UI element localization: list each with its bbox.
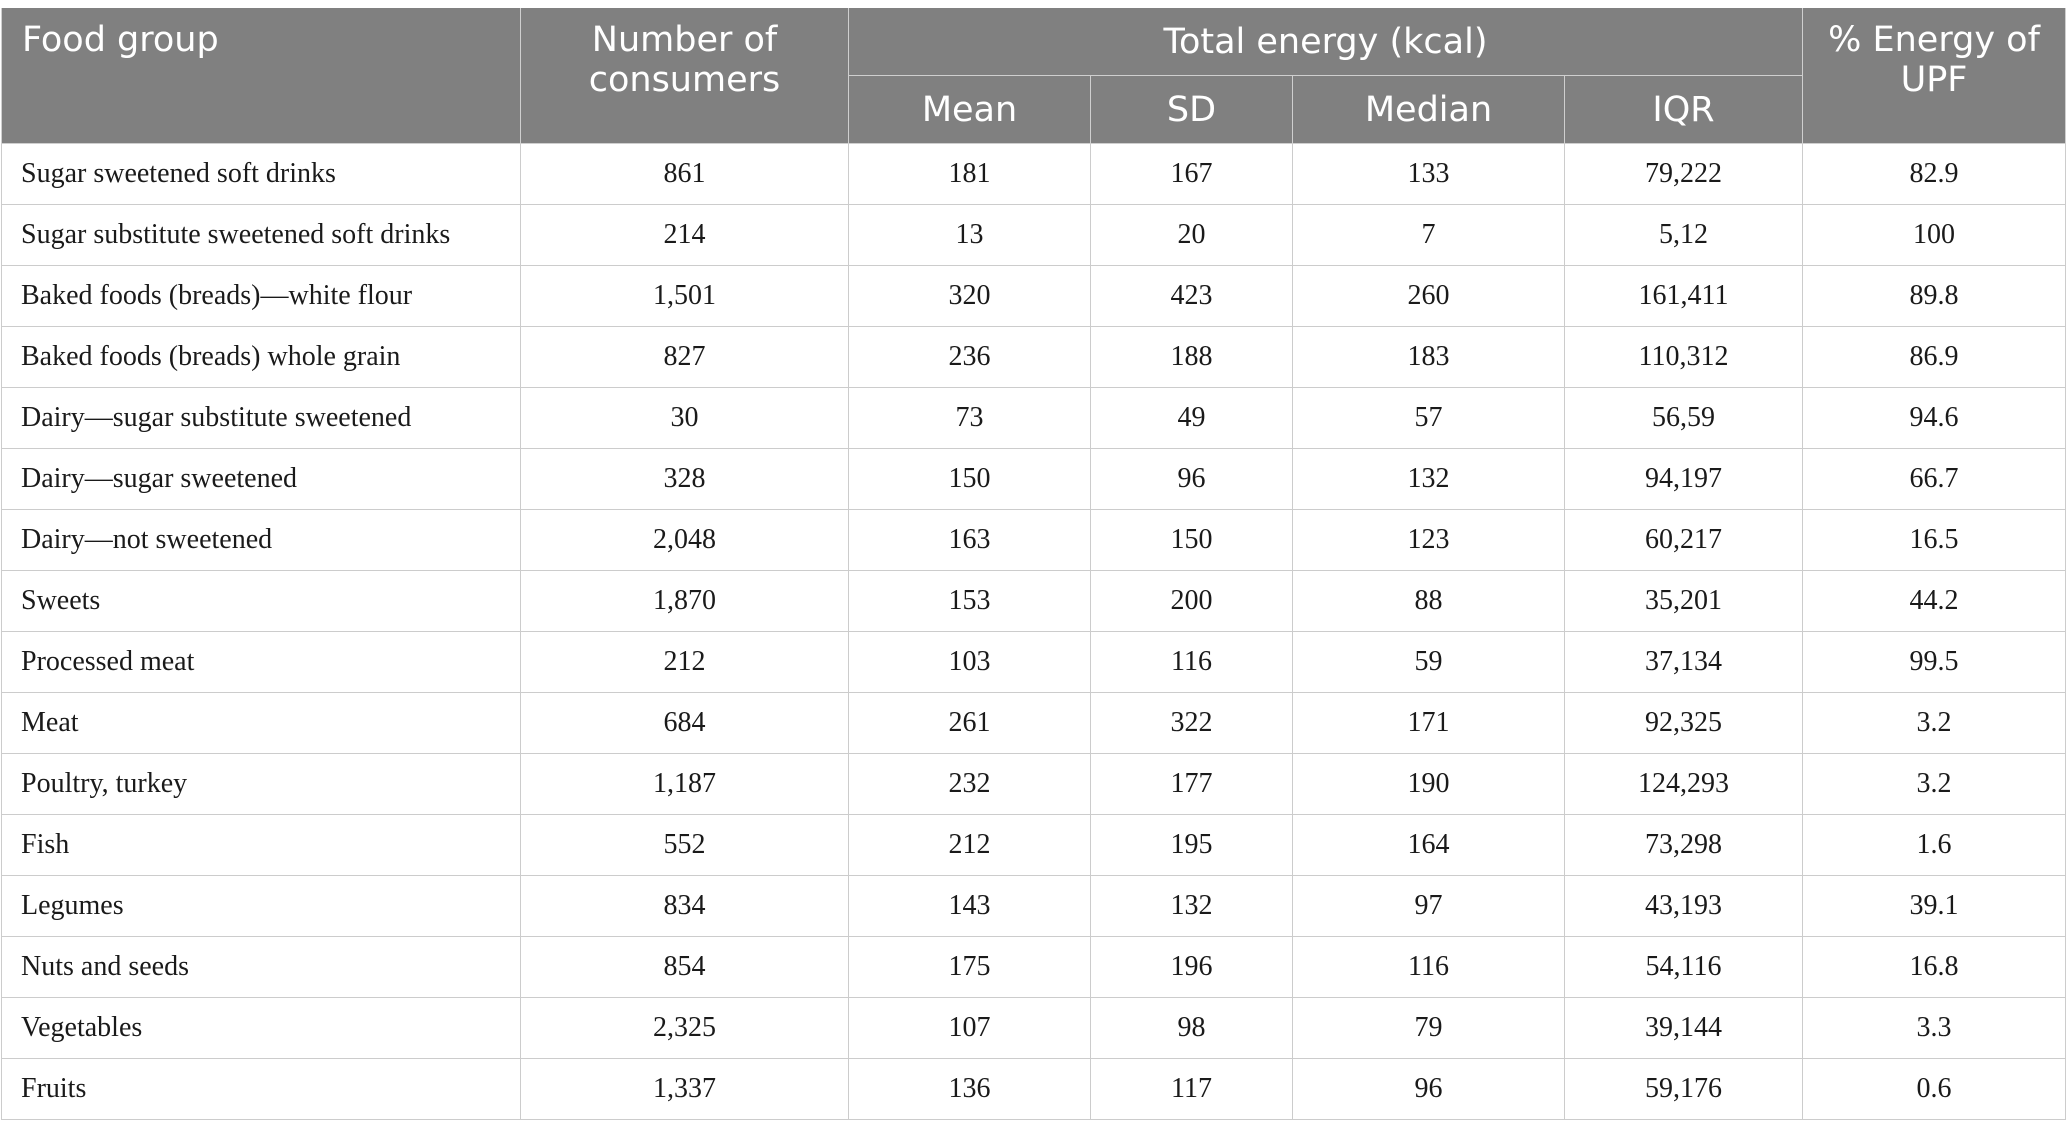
cell-mean: 153 [849, 571, 1091, 632]
header-iqr: IQR [1565, 76, 1803, 144]
cell-mean: 212 [849, 815, 1091, 876]
cell-consumers: 328 [521, 449, 849, 510]
cell-pct-upf: 44.2 [1803, 571, 2066, 632]
cell-mean: 175 [849, 937, 1091, 998]
table-header [2, 8, 2066, 144]
cell-consumers: 2,325 [521, 998, 849, 1059]
cell-sd: 132 [1091, 876, 1293, 937]
table-row [2, 632, 2066, 693]
cell-food-group: Sugar substitute sweetened soft drinks [2, 205, 521, 266]
cell-sd: 96 [1091, 449, 1293, 510]
header-mean: Mean [849, 76, 1091, 144]
cell-food-group: Meat [2, 693, 521, 754]
table-row [2, 510, 2066, 571]
cell-consumers: 684 [521, 693, 849, 754]
cell-iqr: 92,325 [1565, 693, 1803, 754]
cell-mean: 232 [849, 754, 1091, 815]
cell-mean: 143 [849, 876, 1091, 937]
cell-food-group: Sweets [2, 571, 521, 632]
cell-food-group: Sugar sweetened soft drinks [2, 144, 521, 205]
cell-iqr: 110,312 [1565, 327, 1803, 388]
cell-food-group: Baked foods (breads)—white flour [2, 266, 521, 327]
cell-consumers: 854 [521, 937, 849, 998]
table-row [2, 571, 2066, 632]
cell-sd: 20 [1091, 205, 1293, 266]
cell-consumers: 552 [521, 815, 849, 876]
cell-pct-upf: 66.7 [1803, 449, 2066, 510]
cell-mean: 103 [849, 632, 1091, 693]
cell-median: 132 [1293, 449, 1565, 510]
table-row [2, 693, 2066, 754]
cell-mean: 136 [849, 1059, 1091, 1120]
cell-pct-upf: 3.2 [1803, 693, 2066, 754]
cell-iqr: 43,193 [1565, 876, 1803, 937]
cell-pct-upf: 39.1 [1803, 876, 2066, 937]
cell-iqr: 60,217 [1565, 510, 1803, 571]
cell-sd: 188 [1091, 327, 1293, 388]
cell-mean: 261 [849, 693, 1091, 754]
cell-sd: 195 [1091, 815, 1293, 876]
cell-mean: 107 [849, 998, 1091, 1059]
table-row [2, 144, 2066, 205]
cell-median: 97 [1293, 876, 1565, 937]
header-pct-energy-upf: % Energy of UPF [1803, 8, 2066, 144]
food-group-energy-table [1, 8, 2066, 1120]
cell-consumers: 827 [521, 327, 849, 388]
cell-consumers: 1,501 [521, 266, 849, 327]
cell-food-group: Poultry, turkey [2, 754, 521, 815]
cell-consumers: 2,048 [521, 510, 849, 571]
cell-consumers: 834 [521, 876, 849, 937]
cell-consumers: 861 [521, 144, 849, 205]
cell-mean: 236 [849, 327, 1091, 388]
cell-food-group: Dairy—sugar sweetened [2, 449, 521, 510]
table-row [2, 1059, 2066, 1120]
cell-median: 57 [1293, 388, 1565, 449]
table-row [2, 998, 2066, 1059]
cell-pct-upf: 1.6 [1803, 815, 2066, 876]
table-row [2, 388, 2066, 449]
cell-mean: 163 [849, 510, 1091, 571]
cell-mean: 320 [849, 266, 1091, 327]
cell-pct-upf: 100 [1803, 205, 2066, 266]
cell-pct-upf: 94.6 [1803, 388, 2066, 449]
cell-pct-upf: 82.9 [1803, 144, 2066, 205]
cell-food-group: Baked foods (breads) whole grain [2, 327, 521, 388]
cell-mean: 73 [849, 388, 1091, 449]
cell-iqr: 54,116 [1565, 937, 1803, 998]
cell-pct-upf: 3.2 [1803, 754, 2066, 815]
cell-mean: 13 [849, 205, 1091, 266]
cell-median: 59 [1293, 632, 1565, 693]
cell-pct-upf: 86.9 [1803, 327, 2066, 388]
cell-food-group: Nuts and seeds [2, 937, 521, 998]
cell-food-group: Dairy—not sweetened [2, 510, 521, 571]
cell-food-group: Processed meat [2, 632, 521, 693]
cell-iqr: 161,411 [1565, 266, 1803, 327]
cell-iqr: 39,144 [1565, 998, 1803, 1059]
cell-sd: 117 [1091, 1059, 1293, 1120]
table-row [2, 327, 2066, 388]
cell-median: 190 [1293, 754, 1565, 815]
cell-food-group: Legumes [2, 876, 521, 937]
table-row [2, 754, 2066, 815]
cell-mean: 150 [849, 449, 1091, 510]
cell-sd: 98 [1091, 998, 1293, 1059]
cell-sd: 167 [1091, 144, 1293, 205]
cell-median: 183 [1293, 327, 1565, 388]
cell-median: 133 [1293, 144, 1565, 205]
cell-food-group: Dairy—sugar substitute sweetened [2, 388, 521, 449]
cell-median: 123 [1293, 510, 1565, 571]
cell-iqr: 56,59 [1565, 388, 1803, 449]
cell-iqr: 5,12 [1565, 205, 1803, 266]
cell-sd: 177 [1091, 754, 1293, 815]
cell-median: 260 [1293, 266, 1565, 327]
cell-food-group: Vegetables [2, 998, 521, 1059]
cell-median: 96 [1293, 1059, 1565, 1120]
cell-mean: 181 [849, 144, 1091, 205]
table-row [2, 876, 2066, 937]
cell-consumers: 1,870 [521, 571, 849, 632]
cell-median: 116 [1293, 937, 1565, 998]
cell-pct-upf: 16.5 [1803, 510, 2066, 571]
cell-median: 79 [1293, 998, 1565, 1059]
cell-pct-upf: 3.3 [1803, 998, 2066, 1059]
cell-iqr: 35,201 [1565, 571, 1803, 632]
cell-pct-upf: 0.6 [1803, 1059, 2066, 1120]
cell-consumers: 214 [521, 205, 849, 266]
cell-median: 7 [1293, 205, 1565, 266]
cell-median: 171 [1293, 693, 1565, 754]
cell-median: 88 [1293, 571, 1565, 632]
header-sd: SD [1091, 76, 1293, 144]
header-number-of-consumers: Number of consumers [521, 8, 849, 144]
cell-iqr: 73,298 [1565, 815, 1803, 876]
table-row [2, 449, 2066, 510]
cell-pct-upf: 16.8 [1803, 937, 2066, 998]
cell-sd: 150 [1091, 510, 1293, 571]
table-body [2, 144, 2066, 1120]
table-row [2, 266, 2066, 327]
cell-iqr: 37,134 [1565, 632, 1803, 693]
cell-food-group: Fruits [2, 1059, 521, 1120]
cell-consumers: 1,337 [521, 1059, 849, 1120]
header-food-group: Food group [2, 8, 521, 144]
cell-sd: 116 [1091, 632, 1293, 693]
cell-median: 164 [1293, 815, 1565, 876]
cell-consumers: 1,187 [521, 754, 849, 815]
table-row [2, 937, 2066, 998]
cell-iqr: 79,222 [1565, 144, 1803, 205]
cell-iqr: 124,293 [1565, 754, 1803, 815]
cell-sd: 322 [1091, 693, 1293, 754]
cell-pct-upf: 89.8 [1803, 266, 2066, 327]
table-row [2, 205, 2066, 266]
cell-sd: 423 [1091, 266, 1293, 327]
cell-food-group: Fish [2, 815, 521, 876]
header-median: Median [1293, 76, 1565, 144]
cell-iqr: 59,176 [1565, 1059, 1803, 1120]
cell-sd: 49 [1091, 388, 1293, 449]
cell-sd: 196 [1091, 937, 1293, 998]
cell-consumers: 30 [521, 388, 849, 449]
header-total-energy: Total energy (kcal) [849, 8, 1803, 76]
cell-sd: 200 [1091, 571, 1293, 632]
cell-consumers: 212 [521, 632, 849, 693]
cell-iqr: 94,197 [1565, 449, 1803, 510]
cell-pct-upf: 99.5 [1803, 632, 2066, 693]
table-row [2, 815, 2066, 876]
